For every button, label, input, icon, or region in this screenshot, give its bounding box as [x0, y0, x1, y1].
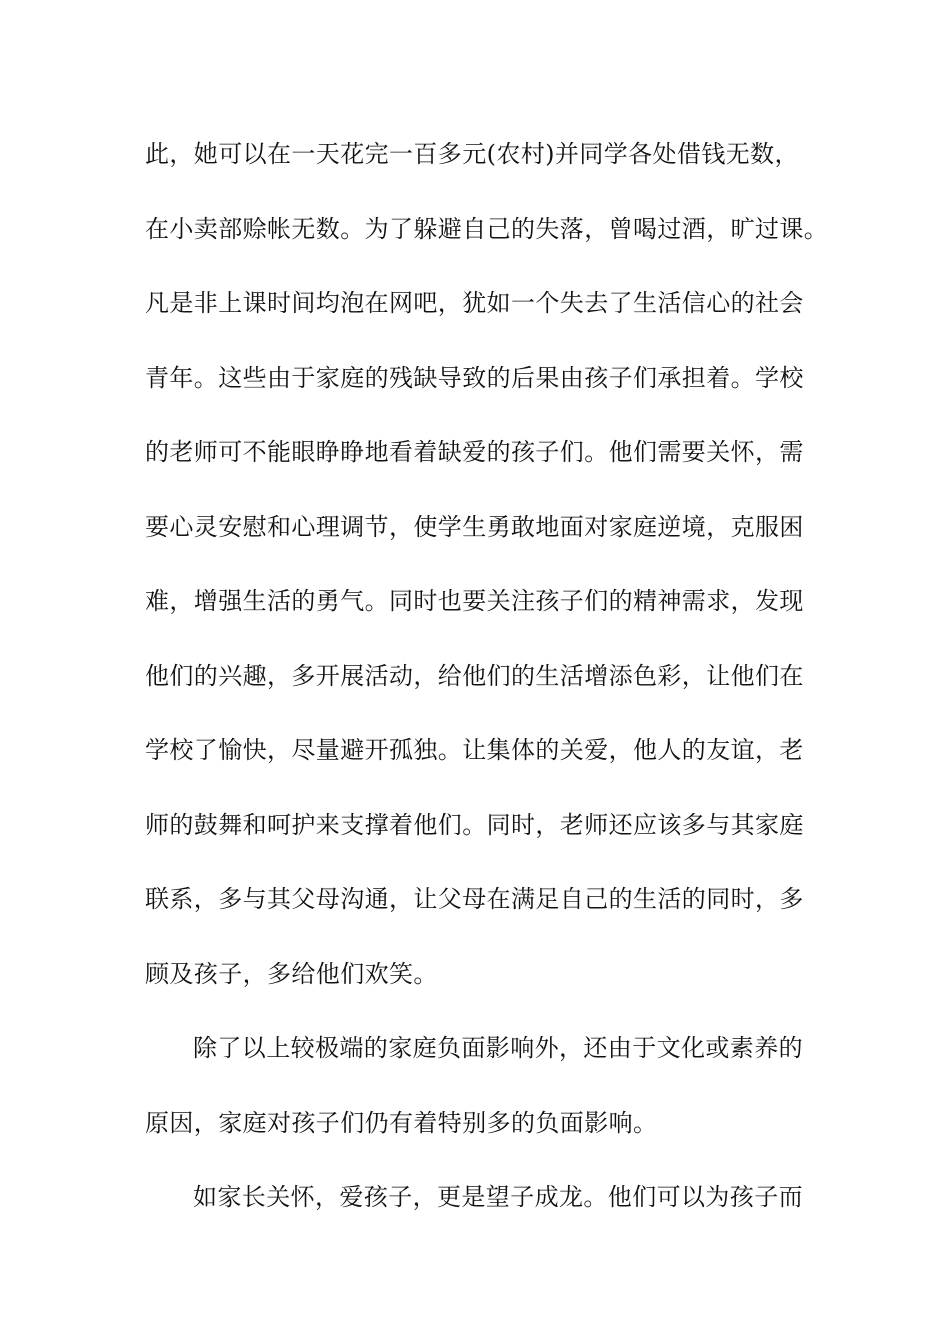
paragraph-start-line-15: 如家长关怀，爱孩子，更是望子成龙。他们可以为孩子而	[193, 1183, 803, 1211]
text-line-2: 在小卖部赊帐无数。为了躲避自己的失落，曾喝过酒，旷过课。	[145, 214, 829, 243]
text-line-4: 青年。这些由于家庭的残缺导致的后果由孩子们承担着。学校	[145, 363, 804, 392]
text-line-7: 难，增强生活的勇气。同时也要关注孩子们的精神需求，发现	[145, 587, 804, 615]
text-line-10: 师的鼓舞和呵护来支撑着他们。同时，老师还应该多与其家庭	[145, 810, 804, 839]
text-line-6: 要心灵安慰和心理调节，使学生勇敢地面对家庭逆境，克服困	[145, 512, 804, 541]
text-line-12: 顾及孩子，多给他们欢笑。	[145, 959, 438, 988]
paragraph-start-line-13: 除了以上较极端的家庭负面影响外，还由于文化或素养的	[193, 1034, 803, 1062]
text-line-3: 凡是非上课时间均泡在网吧，犹如一个失去了生活信心的社会	[145, 289, 804, 317]
text-line-8: 他们的兴趣，多开展活动，给他们的生活增添色彩，让他们在	[145, 661, 804, 690]
text-line-9: 学校了愉快，尽量避开孤独。让集体的关爱，他人的友谊，老	[145, 736, 804, 764]
text-line-1: 此，她可以在一天花完一百多元(农村)并同学各处借钱无数，	[145, 140, 799, 168]
text-line-11: 联系，多与其父母沟通，让父母在满足自己的生活的同时，多	[145, 885, 804, 913]
text-line-14: 原因，家庭对孩子们仍有着特别多的负面影响。	[145, 1108, 658, 1137]
text-line-5: 的老师可不能眼睁睁地看着缺爱的孩子们。他们需要关怀，需	[145, 438, 804, 466]
body-text	[145, 134, 845, 1252]
